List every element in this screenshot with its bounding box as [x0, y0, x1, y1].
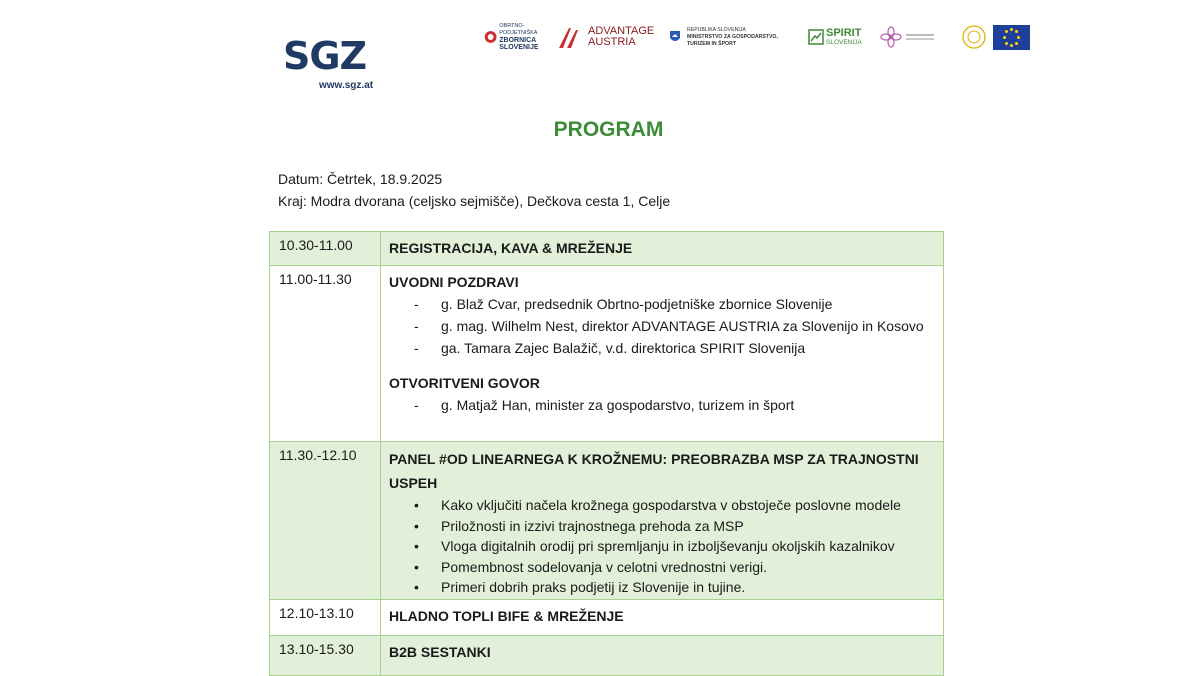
- advantage-line-1: ADVANTAGE: [588, 25, 655, 37]
- session-cell: [381, 266, 944, 442]
- program-table: [269, 231, 944, 676]
- nova-logo: [880, 22, 942, 52]
- list-item: - g. mag. Wilhelm Nest, direktor ADVANTAGE AUSTRIA za Slovenijo in Kosovo: [389, 315, 933, 337]
- speaker-list: [389, 394, 933, 416]
- list-item: - g. Matjaž Han, minister za gospodarstvo, turizem in šport: [389, 394, 933, 416]
- table-row: [270, 442, 944, 600]
- session-heading: REGISTRACIJA, KAVA & MREŽENJE: [389, 240, 633, 256]
- session-subheading: OTVORITVENI GOVOR: [389, 375, 540, 391]
- eu-logo: [961, 22, 1033, 52]
- time-cell: 11.30.-12.10: [270, 442, 381, 600]
- table-row: [270, 636, 944, 676]
- spirit-emblem-icon: [808, 29, 824, 45]
- session-heading: PANEL #OD LINEARNEGA K KROŽNEMU: PREOBRAZBA MSP ZA TRAJNOSTNI USPEH: [389, 451, 919, 491]
- session-cell: [381, 600, 944, 636]
- table-row: [270, 232, 944, 266]
- list-item: - ga. Tamara Zajec Balažič, v.d. direktorica SPIRIT Slovenija: [389, 337, 933, 359]
- session-cell: [381, 232, 944, 266]
- session-heading: UVODNI POZDRAVI: [389, 274, 519, 290]
- list-item: - g. Blaž Cvar, predsednik Obrtno-podjetniške zbornice Slovenije: [389, 293, 933, 315]
- ministry-logo: [669, 22, 789, 52]
- page-title: PROGRAM: [553, 118, 664, 141]
- table-row: [270, 600, 944, 636]
- flower-emblem-icon: [880, 26, 902, 48]
- spirit-line-1: SPIRIT: [826, 27, 862, 39]
- session-heading: B2B SESTANKI: [389, 644, 491, 660]
- sgz-logo-text: SGZ: [283, 34, 367, 78]
- obzs-line-1: OBRTNO-PODJETNIŠKA: [499, 23, 538, 36]
- ministry-line-1: REPUBLIKA SLOVENIJA: [687, 26, 746, 33]
- nova-text-line-1: [906, 34, 934, 36]
- obzs-emblem-icon: [484, 28, 497, 46]
- event-place: Kraj: Modra dvorana (celjsko sejmišče), Dečkova cesta 1, Celje: [278, 193, 671, 209]
- topic-list: [389, 495, 933, 598]
- speaker-list: [389, 293, 933, 359]
- advantage-line-2: AUSTRIA: [588, 36, 636, 48]
- ministry-line-3: TURIZEM IN ŠPORT: [687, 40, 736, 47]
- time-cell: 12.10-13.10: [270, 600, 381, 636]
- advantage-austria-logo: [557, 22, 662, 52]
- ministry-line-2: MINISTRSTVO ZA GOSPODARSTVO,: [687, 33, 778, 40]
- obzs-line-2: ZBORNICA: [499, 37, 537, 44]
- session-cell: [381, 636, 944, 676]
- advantage-austria-emblem-icon: [557, 26, 587, 48]
- list-item: • Priložnosti in izzivi trajnostnega prehoda za MSP: [389, 516, 933, 537]
- table-row: [270, 266, 944, 442]
- list-item: • Kako vključiti načela krožnega gospodarstva v obstoječe poslovne modele: [389, 495, 933, 516]
- session-cell: [381, 442, 944, 600]
- sgz-logo-url: www.sgz.at: [319, 80, 374, 91]
- time-cell: 11.00-11.30: [270, 266, 381, 442]
- obzs-line-3: SLOVENIJE: [499, 44, 539, 51]
- eu-flag-icon: [993, 25, 1030, 50]
- session-heading: HLADNO TOPLI BIFE & MREŽENJE: [389, 608, 624, 624]
- obzs-logo: [484, 22, 546, 52]
- nova-text-line-2: [906, 38, 934, 40]
- eu-funding-emblem-icon: [961, 24, 987, 50]
- slovenia-coat-of-arms-icon: [669, 30, 681, 44]
- time-cell: 13.10-15.30: [270, 636, 381, 676]
- spirit-logo: [808, 22, 870, 52]
- time-cell: 10.30-11.00: [270, 232, 381, 266]
- sgz-logo: [283, 36, 393, 96]
- event-date: Datum: Četrtek, 18.9.2025: [278, 171, 443, 187]
- list-item: • Vloga digitalnih orodij pri spremljanju in izboljševanju okoljskih kazalnikov: [389, 536, 933, 557]
- spirit-line-2: SLOVENIJA: [826, 39, 862, 46]
- list-item: • Pomembnost sodelovanja v celotni vrednostni verigi.: [389, 557, 933, 578]
- list-item: • Primeri dobrih praks podjetij iz Slovenije in tujine.: [389, 577, 933, 598]
- event-meta: [278, 168, 670, 212]
